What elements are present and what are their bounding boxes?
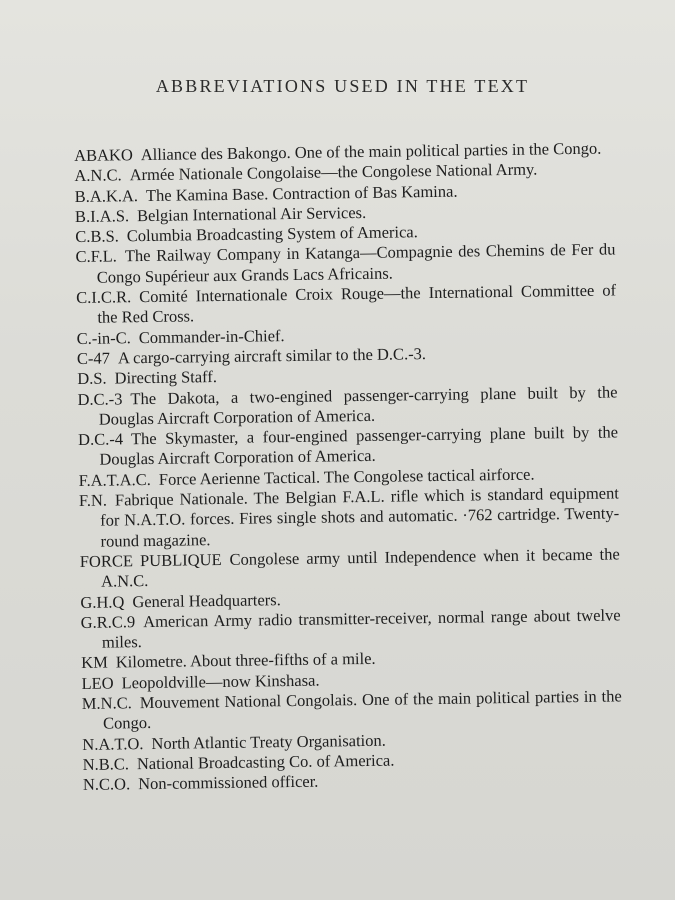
abbreviation-term: C.B.S. xyxy=(75,226,119,247)
abbreviation-term: M.N.C. xyxy=(81,693,132,713)
abbreviation-term: G.R.C.9 xyxy=(80,612,136,632)
abbreviation-definition: American Army radio transmitter-receiver, normal range about twelve miles. xyxy=(101,605,621,652)
abbreviation-entry xyxy=(79,483,620,551)
abbreviation-definition: National Broadcasting Co. of America. xyxy=(136,750,395,774)
abbreviation-term: C.I.C.R. xyxy=(75,287,132,308)
abbreviation-definition: Belgian International Air Services. xyxy=(136,202,367,226)
abbreviation-term: LEO xyxy=(81,673,114,693)
abbreviation-term: ABAKO xyxy=(74,145,133,165)
abbreviation-definition: Fabrique Nationale. The Belgian F.A.L. rifle which is standard equipment for N.A.T.O. forces. Fires single shots and automatic. ·762 cartridge. Twenty-round magazine. xyxy=(100,483,620,551)
abbreviation-definition: Commander-in-Chief. xyxy=(138,325,285,347)
page-title: ABBREVIATIONS USED IN THE TEXT xyxy=(155,76,530,96)
abbreviation-term: F.N. xyxy=(78,490,108,511)
abbreviation-definition: Directing Staff. xyxy=(114,367,218,388)
abbreviation-definition: Congolese army until Independence when it became the A.N.C. xyxy=(100,544,620,591)
abbreviation-definition: Non-commissioned officer. xyxy=(137,771,319,794)
abbreviation-definition: Armée Nationale Congolaise—the Congolese National Army. xyxy=(129,159,538,185)
abbreviation-definition: Kilometre. About three-fifths of a mile. xyxy=(115,649,376,672)
abbreviation-term: B.A.K.A. xyxy=(74,185,139,206)
abbreviation-definition: The Kamina Base. Contraction of Bas Kamina. xyxy=(145,181,458,205)
abbreviation-term: KM xyxy=(81,653,108,673)
abbreviation-definition: Alliance des Bakongo. One of the main political parties in the Congo. xyxy=(140,138,602,165)
abbreviation-definition: Columbia Broadcasting System of America. xyxy=(126,222,418,246)
abbreviation-definition: The Dakota, a two-engined passenger-carrying plane built by the Douglas Aircraft Corporation of America. xyxy=(98,381,618,429)
abbreviation-term: D.C.-4 xyxy=(77,429,124,450)
abbreviation-definition: Comité Internationale Croix Rouge—the International Committee of the Red Cross. xyxy=(97,280,617,328)
abbreviation-term: D.S. xyxy=(77,368,107,389)
abbreviation-term: C.F.L. xyxy=(75,246,118,267)
abbreviation-term: G.H.Q xyxy=(80,591,125,612)
abbreviation-term: C.-in-C. xyxy=(76,327,131,348)
abbreviation-term: A.N.C. xyxy=(74,165,122,186)
abbreviation-definition: Mouvement National Congolais. One of the main political parties in the Congo. xyxy=(102,686,622,733)
abbreviation-term: N.C.O. xyxy=(82,774,131,795)
abbreviation-definition: General Headquarters. xyxy=(132,589,281,611)
abbreviation-list xyxy=(74,138,623,795)
abbreviation-term: D.C.-3 xyxy=(77,388,123,409)
abbreviation-term: N.B.C. xyxy=(82,754,130,774)
abbreviation-term: F.A.T.A.C. xyxy=(78,469,151,490)
abbreviation-definition: The Skymaster, a four-engined passenger-carrying plane built by the Douglas Aircraft Corporation of America. xyxy=(99,422,619,470)
abbreviation-definition: The Railway Company in Katanga—Compagnie des Chemins de Fer du Congo Supérieur aux Grands Lacs Africains. xyxy=(96,239,616,287)
abbreviation-term: FORCE PUBLIQUE xyxy=(79,549,222,571)
abbreviation-definition: A cargo-carrying aircraft similar to the D.C.-3. xyxy=(117,344,427,368)
abbreviation-term: B.I.A.S. xyxy=(74,206,130,226)
abbreviation-term: C-47 xyxy=(76,348,111,368)
abbreviation-definition: Leopoldville—now Kinshasa. xyxy=(121,670,320,693)
abbreviation-definition: Force Aerienne Tactical. The Congolese tactical airforce. xyxy=(158,464,535,489)
abbreviation-definition: North Atlantic Treaty Organisation. xyxy=(151,730,386,753)
abbreviation-term: N.A.T.O. xyxy=(82,733,144,754)
